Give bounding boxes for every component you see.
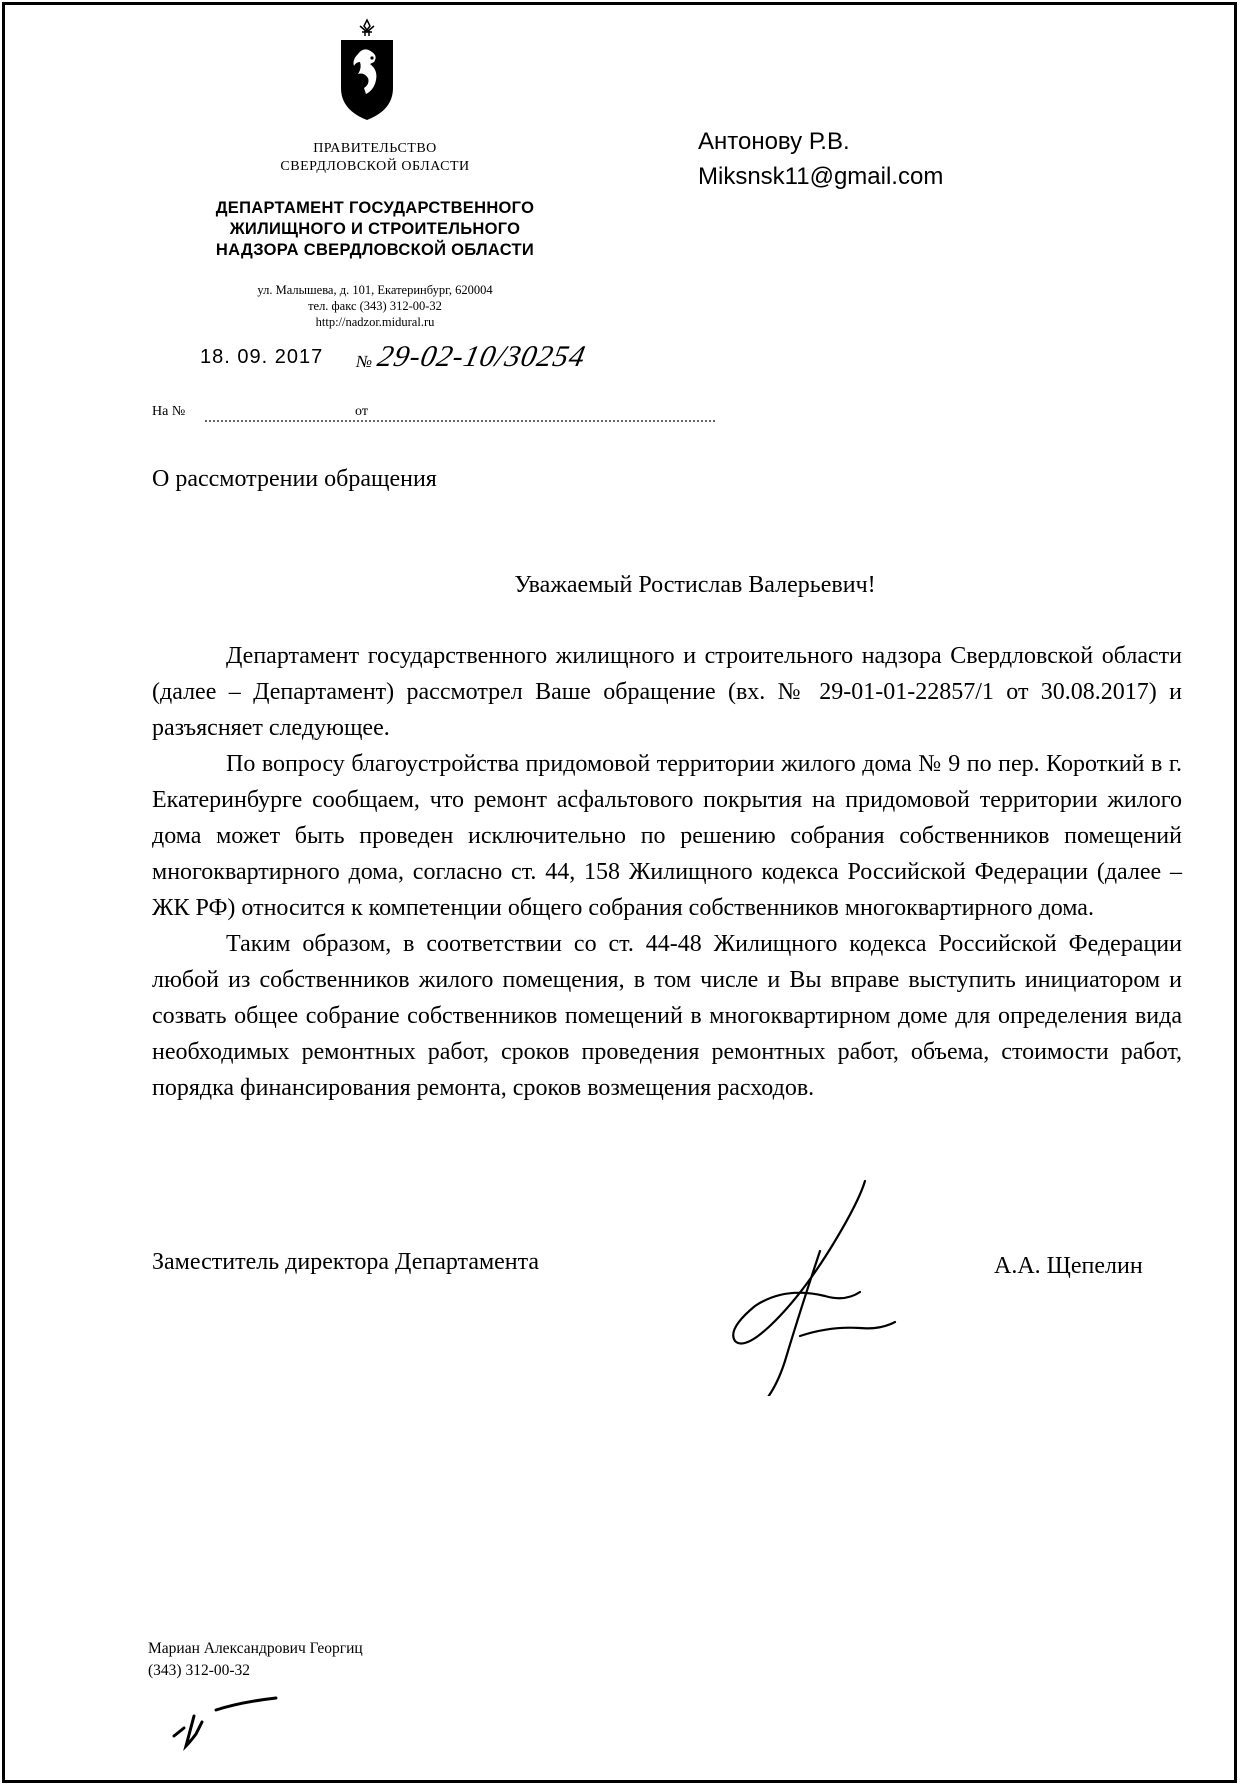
government-line-2: СВЕРДЛОВСКОЙ ОБЛАСТИ — [280, 159, 470, 174]
government-line-1: ПРАВИТЕЛЬСТВО — [313, 141, 437, 156]
registration-number: 29-02-10/30254 — [374, 340, 589, 373]
registration-date: 18. 09. 2017 — [200, 346, 324, 368]
department-website: http://nadzor.midural.ru — [315, 315, 435, 329]
department-line-3: НАДЗОРА СВЕРДЛОВСКОЙ ОБЛАСТИ — [215, 241, 535, 259]
reference-from-label: от — [355, 404, 368, 419]
letter-body — [152, 638, 1182, 1106]
executor-phone: (343) 312-00-32 — [148, 1662, 251, 1679]
reference-number-label: На № — [152, 404, 186, 419]
scan-border-top — [4, 2, 1236, 5]
department-phone: тел. факс (343) 312-00-32 — [308, 299, 442, 313]
department-address: ул. Малышева, д. 101, Екатеринбург, 620004 — [257, 283, 493, 297]
scan-border-bottom — [4, 1780, 1236, 1783]
coat-of-arms-icon — [338, 18, 396, 122]
scan-border-right — [1234, 2, 1237, 1783]
executor-name: Мариан Александрович Георгиц — [148, 1640, 363, 1657]
department-line-2: ЖИЛИЩНОГО И СТРОИТЕЛЬНОГО — [229, 220, 521, 238]
letter-subject: О рассмотрении обращения — [152, 466, 437, 492]
handwritten-initial-mark — [172, 1696, 282, 1756]
handwritten-signature — [700, 1176, 900, 1396]
department-contacts — [140, 282, 610, 330]
registration-number-label: № — [356, 352, 373, 371]
department-line-1: ДЕПАРТАМЕНТ ГОСУДАРСТВЕННОГО — [215, 199, 535, 217]
body-paragraph-2: По вопросу благоустройства придомовой территории жилого дома № 9 по пер. Короткий в г. Екатеринбурге сообщаем, что ремонт асфальтового покрытия на придомовой территории жилого дома может быть проведен исключительно по решению собрания собственников помещений многоквартирного дома, согласно ст. 44, 158 Жилищного кодекса Российской Федерации (далее – ЖК РФ) относится к компетенции общего собрания собственников многоквартирного дома. — [152, 751, 1182, 921]
reference-blank-line — [205, 420, 715, 422]
salutation: Уважаемый Ростислав Валерьевич! — [514, 572, 876, 598]
government-header — [140, 140, 610, 176]
recipient-email: Miksnsk11@gmail.com — [698, 163, 944, 190]
department-header — [140, 198, 610, 261]
scan-border-left — [2, 2, 5, 1783]
body-paragraph-3: Таким образом, в соответствии со ст. 44-48 Жилищного кодекса Российской Федерации любой из собственников жилого помещения, в том числе и Вы вправе выступить инициатором и созвать общее собрание собственников помещений в многоквартирном доме для определения вида необходимых ремонтных работ, сроков проведения ремонтных работ, объема, стоимости работ, порядка финансирования ремонта, сроков возмещения расходов. — [152, 931, 1182, 1101]
recipient-block — [698, 124, 943, 194]
signatory-name: А.А. Щепелин — [994, 1253, 1143, 1279]
body-paragraph-1: Департамент государственного жилищного и строительного надзора Свердловской области (далее – Департамент) рассмотрел Ваше обращение (вх. № 29-01-01-22857/1 от 30.08.2017) и разъясняет следующее. — [152, 643, 1182, 741]
signatory-title: Заместитель директора Департамента — [152, 1249, 540, 1275]
recipient-name: Антонову Р.В. — [698, 128, 850, 155]
